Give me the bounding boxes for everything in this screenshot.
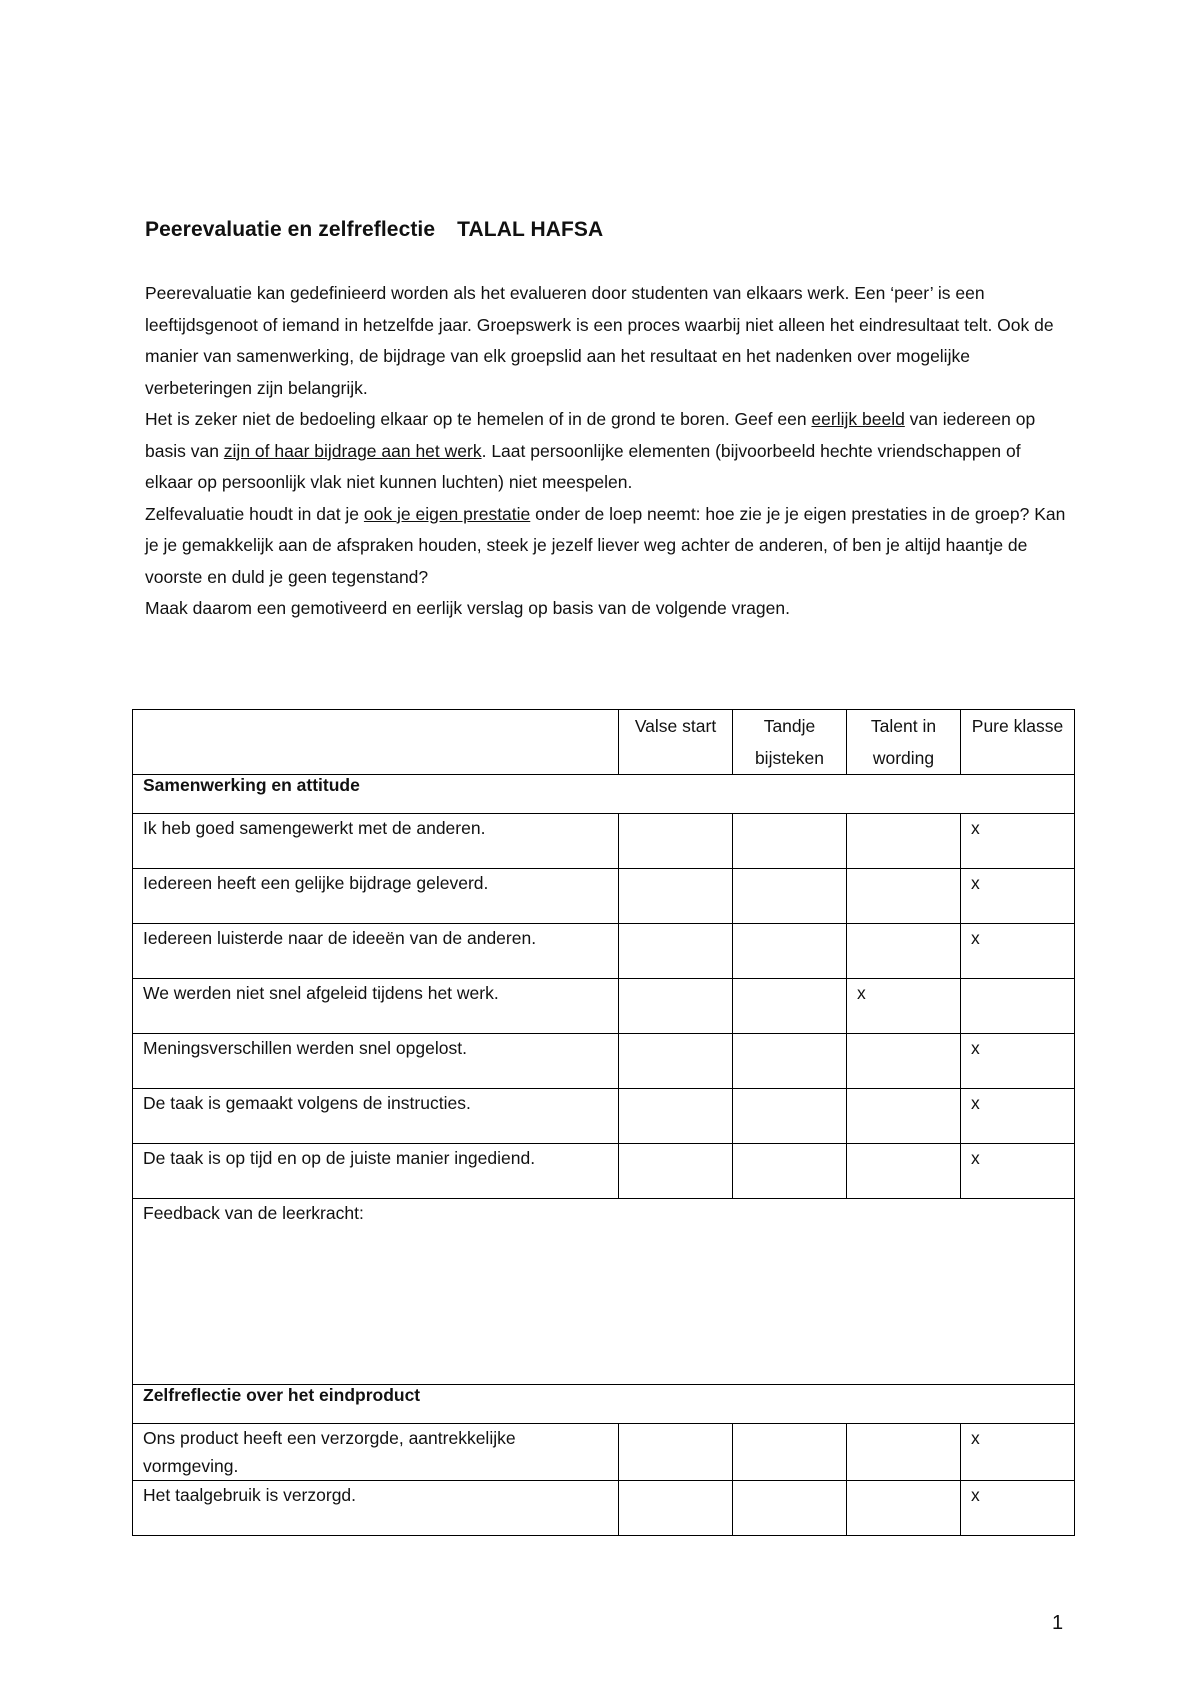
- rating-cell[interactable]: [961, 979, 1075, 1034]
- rating-cell[interactable]: [847, 1481, 961, 1536]
- rating-cell[interactable]: [847, 1424, 961, 1481]
- rating-cell[interactable]: x: [961, 1424, 1075, 1481]
- rating-cell[interactable]: [847, 814, 961, 869]
- rating-cell[interactable]: [733, 869, 847, 924]
- rating-cell[interactable]: x: [961, 1089, 1075, 1144]
- page-number: 1: [1052, 1612, 1064, 1634]
- rating-cell[interactable]: [619, 1424, 733, 1481]
- rating-cell[interactable]: [619, 1089, 733, 1144]
- rating-cell[interactable]: [619, 979, 733, 1034]
- rating-cell[interactable]: x: [961, 869, 1075, 924]
- row-label: We werden niet snel afgeleid tijdens het werk.: [133, 979, 619, 1034]
- rating-cell[interactable]: x: [961, 814, 1075, 869]
- rating-cell[interactable]: [733, 1089, 847, 1144]
- table-row: [133, 1034, 1075, 1089]
- rating-cell[interactable]: [733, 924, 847, 979]
- intro-text: [145, 278, 1070, 625]
- table-header-row: [133, 710, 1075, 775]
- rating-cell[interactable]: [733, 1144, 847, 1199]
- student-name: TALAL HAFSA: [457, 218, 604, 241]
- rating-cell[interactable]: [733, 979, 847, 1034]
- row-label: Iedereen heeft een gelijke bijdrage geleverd.: [133, 869, 619, 924]
- rating-cell[interactable]: x: [961, 924, 1075, 979]
- feedback-field[interactable]: Feedback van de leerkracht:: [133, 1199, 1075, 1385]
- rating-cell[interactable]: x: [961, 1144, 1075, 1199]
- rating-cell[interactable]: [847, 924, 961, 979]
- feedback-row: [133, 1199, 1075, 1385]
- header-talent-in-wording: Talent in wording: [847, 710, 961, 775]
- row-label: Meningsverschillen werden snel opgelost.: [133, 1034, 619, 1089]
- rating-cell[interactable]: [847, 1034, 961, 1089]
- page-title: [145, 218, 603, 242]
- rating-cell[interactable]: [619, 924, 733, 979]
- table-row: [133, 869, 1075, 924]
- row-label: De taak is op tijd en op de juiste manier ingediend.: [133, 1144, 619, 1199]
- table-row: [133, 1144, 1075, 1199]
- rating-cell[interactable]: [733, 1034, 847, 1089]
- table-row: [133, 1424, 1075, 1481]
- table-row: [133, 814, 1075, 869]
- rating-cell[interactable]: [619, 1481, 733, 1536]
- row-label: Ik heb goed samengewerkt met de anderen.: [133, 814, 619, 869]
- rating-cell[interactable]: [733, 814, 847, 869]
- section-title: Zelfreflectie over het eindproduct: [133, 1385, 1075, 1424]
- rating-cell[interactable]: [619, 1034, 733, 1089]
- rating-cell[interactable]: [847, 1089, 961, 1144]
- section-title: Samenwerking en attitude: [133, 775, 1075, 814]
- rating-cell[interactable]: x: [961, 1034, 1075, 1089]
- rating-cell[interactable]: [733, 1424, 847, 1481]
- rating-cell[interactable]: [619, 869, 733, 924]
- intro-paragraph-1: Peerevaluatie kan gedefinieerd worden als het evalueren door studenten van elkaars werk. Een ‘peer’ is een leeftijdsgenoot of iemand in hetzelfde jaar. Groepswerk is een proces waarbij niet alleen het eindresultaat telt. Ook de manier van samenwerking, de bijdrage van elk groepslid aan het resultaat en het nadenken over mogelijke verbeteringen zijn belangrijk.: [145, 283, 1054, 398]
- title-text: Peerevaluatie en zelfreflectie: [145, 218, 436, 241]
- table-row: [133, 924, 1075, 979]
- intro-paragraph-2: Het is zeker niet de bedoeling elkaar op te hemelen of in de grond te boren. Geef een eerlijk beeld van iedereen op basis van zijn of haar bijdrage aan het werk. Laat persoonlijke elementen (bijvoorbeeld hechte vriendschappen of elkaar op persoonlijk vlak niet kunnen luchten) niet meespelen.: [145, 409, 1036, 492]
- intro-paragraph-3: Zelfevaluatie houdt in dat je ook je eigen prestatie onder de loep neemt: hoe zie je je eigen prestaties in de groep? Kan je je gemakkelijk aan de afspraken houden, steek je jezelf liever weg achter de anderen, of ben je altijd haantje de voorste en duld je geen tegenstand?: [145, 503, 1066, 587]
- rating-cell[interactable]: x: [961, 1481, 1075, 1536]
- section-row: [133, 1385, 1075, 1424]
- header-tandje-bijsteken: Tandje bijsteken: [733, 710, 847, 775]
- table-row: [133, 1481, 1075, 1536]
- evaluation-table: [132, 709, 1075, 1536]
- row-label: Iedereen luisterde naar de ideeën van de anderen.: [133, 924, 619, 979]
- header-empty-cell: [133, 710, 619, 775]
- rating-cell[interactable]: x: [847, 979, 961, 1034]
- rating-cell[interactable]: [847, 1144, 961, 1199]
- header-valse-start: Valse start: [619, 710, 733, 775]
- intro-paragraph-4: Maak daarom een gemotiveerd en eerlijk verslag op basis van de volgende vragen.: [145, 598, 790, 618]
- rating-cell[interactable]: [619, 814, 733, 869]
- section-row: [133, 775, 1075, 814]
- rating-cell[interactable]: [847, 869, 961, 924]
- header-pure-klasse: Pure klasse: [961, 710, 1075, 775]
- row-label: Het taalgebruik is verzorgd.: [133, 1481, 619, 1536]
- rating-cell[interactable]: [733, 1481, 847, 1536]
- rating-cell[interactable]: [619, 1144, 733, 1199]
- row-label: Ons product heeft een verzorgde, aantrekkelijke vormgeving.: [133, 1424, 619, 1481]
- table-row: [133, 1089, 1075, 1144]
- row-label: De taak is gemaakt volgens de instructies.: [133, 1089, 619, 1144]
- table-row: [133, 979, 1075, 1034]
